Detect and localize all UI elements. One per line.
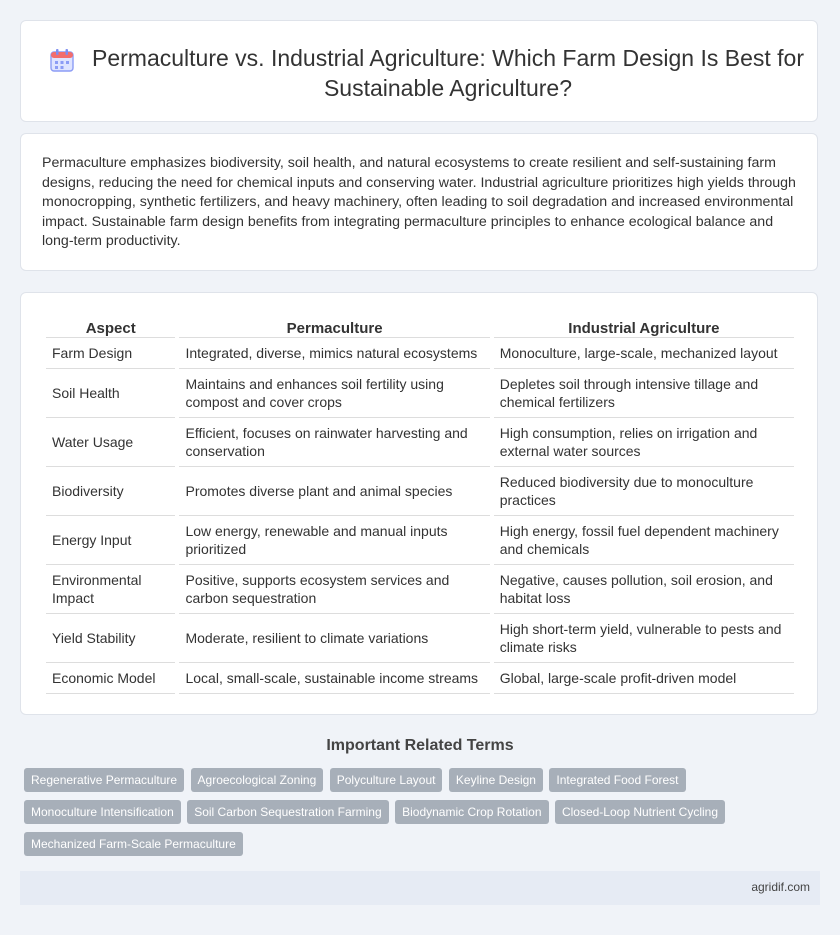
cell-industrial: Global, large-scale profit-driven model xyxy=(494,663,794,694)
header-permaculture: Permaculture xyxy=(179,315,489,338)
cell-aspect: Biodiversity xyxy=(46,467,175,516)
cell-permaculture: Integrated, diverse, mimics natural ecosystems xyxy=(179,338,489,369)
intro-paragraph: Permaculture emphasizes biodiversity, soil health, and natural ecosystems to create resilient and self-sustaining farm designs, reducing the need for chemical inputs and conserving water. Industrial agriculture prioritizes high yields through monocropping, synthetic fertilizers, and heavy machinery, often leading to soil degradation and increased environmental impact. Sustainable farm design benefits from integrating permaculture principles to enhance ecological balance and long-term productivity. xyxy=(42,155,796,250)
footer-site-link[interactable]: agridif.com xyxy=(751,880,810,894)
cell-permaculture: Promotes diverse plant and animal species xyxy=(179,467,489,516)
related-term-tag[interactable]: Keyline Design xyxy=(449,768,543,792)
cell-industrial: Reduced biodiversity due to monoculture practices xyxy=(494,467,794,516)
cell-aspect: Economic Model xyxy=(46,663,175,694)
cell-aspect: Energy Input xyxy=(46,516,175,565)
related-term-tag[interactable]: Integrated Food Forest xyxy=(549,768,685,792)
cell-aspect: Environmental Impact xyxy=(46,565,175,614)
cell-aspect: Yield Stability xyxy=(46,614,175,663)
cell-permaculture: Low energy, renewable and manual inputs prioritized xyxy=(179,516,489,565)
footer xyxy=(20,871,820,905)
calendar-icon xyxy=(49,47,75,73)
cell-industrial: High consumption, relies on irrigation and external water sources xyxy=(494,418,794,467)
intro-card xyxy=(20,133,818,271)
related-terms-list xyxy=(24,768,804,864)
related-terms-heading: Important Related Terms xyxy=(326,737,514,754)
cell-aspect: Farm Design xyxy=(46,338,175,369)
cell-permaculture: Local, small-scale, sustainable income streams xyxy=(179,663,489,694)
cell-industrial: High energy, fossil fuel dependent machinery and chemicals xyxy=(494,516,794,565)
comparison-table-card xyxy=(20,292,818,715)
header-aspect: Aspect xyxy=(46,315,175,338)
table-row xyxy=(46,418,794,467)
cell-permaculture: Efficient, focuses on rainwater harvesting and conservation xyxy=(179,418,489,467)
related-term-tag[interactable]: Polyculture Layout xyxy=(330,768,443,792)
cell-aspect: Soil Health xyxy=(46,369,175,418)
cell-industrial: Negative, causes pollution, soil erosion, and habitat loss xyxy=(494,565,794,614)
cell-industrial: Monoculture, large-scale, mechanized layout xyxy=(494,338,794,369)
related-term-tag[interactable]: Regenerative Permaculture xyxy=(24,768,184,792)
cell-permaculture: Moderate, resilient to climate variations xyxy=(179,614,489,663)
table-row xyxy=(46,614,794,663)
table-row xyxy=(46,516,794,565)
table-header-row xyxy=(46,315,794,338)
table-row xyxy=(46,663,794,694)
cell-aspect: Water Usage xyxy=(46,418,175,467)
title-card xyxy=(20,20,818,122)
header-industrial: Industrial Agriculture xyxy=(494,315,794,338)
comparison-table xyxy=(42,315,798,694)
related-term-tag[interactable]: Monoculture Intensification xyxy=(24,800,181,824)
related-term-tag[interactable]: Mechanized Farm-Scale Permaculture xyxy=(24,832,243,856)
cell-permaculture: Maintains and enhances soil fertility using compost and cover crops xyxy=(179,369,489,418)
related-term-tag[interactable]: Soil Carbon Sequestration Farming xyxy=(187,800,388,824)
cell-industrial: High short-term yield, vulnerable to pests and climate risks xyxy=(494,614,794,663)
table-row xyxy=(46,467,794,516)
related-term-tag[interactable]: Agroecological Zoning xyxy=(191,768,324,792)
related-term-tag[interactable]: Biodynamic Crop Rotation xyxy=(395,800,548,824)
page-title: Permaculture vs. Industrial Agriculture: Which Farm Design Is Best for Sustainable Agriculture? xyxy=(92,45,804,101)
table-row xyxy=(46,565,794,614)
related-term-tag[interactable]: Closed-Loop Nutrient Cycling xyxy=(555,800,725,824)
cell-industrial: Depletes soil through intensive tillage and chemical fertilizers xyxy=(494,369,794,418)
cell-permaculture: Positive, supports ecosystem services and carbon sequestration xyxy=(179,565,489,614)
table-row xyxy=(46,369,794,418)
table-row xyxy=(46,338,794,369)
